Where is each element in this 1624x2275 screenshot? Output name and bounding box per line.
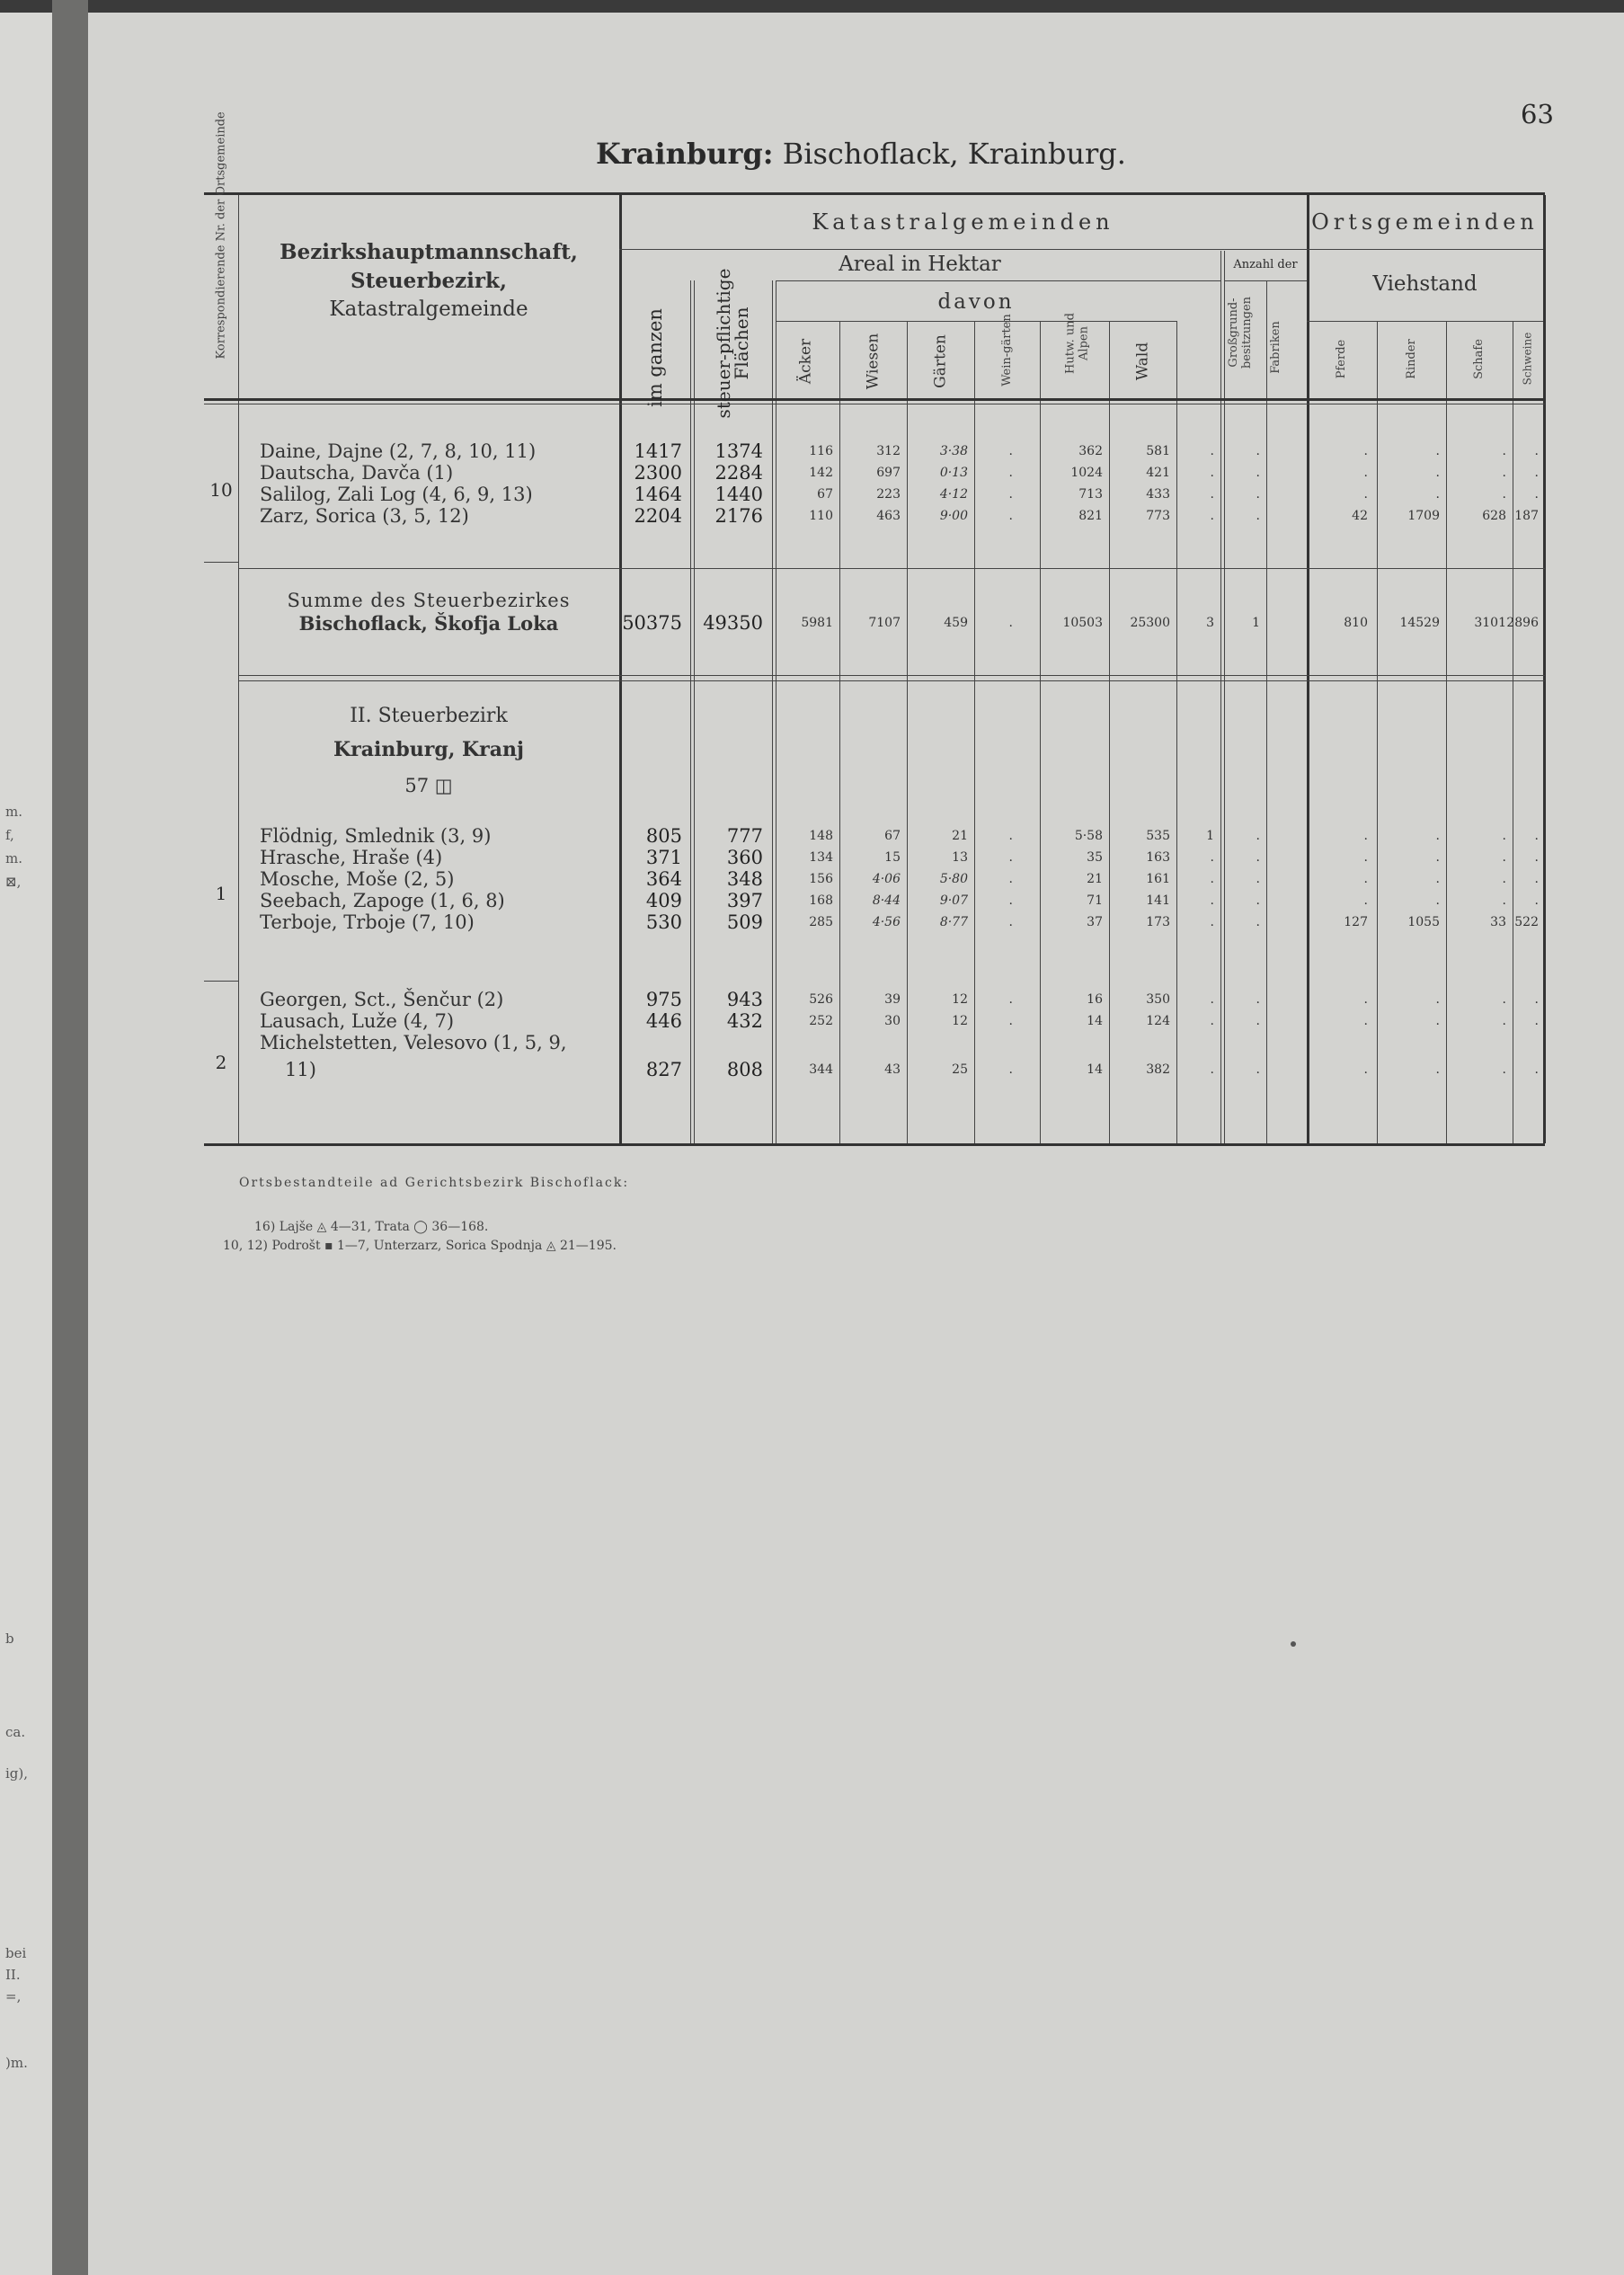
cell-sw: 522 xyxy=(1514,915,1539,929)
section2-line1: II. Steuerbezirk xyxy=(350,705,508,727)
row-name: Seebach, Zapoge (1, 6, 8) xyxy=(260,890,505,911)
summe-line1: Summe des Steuerbezirkes xyxy=(287,590,571,611)
cell-ga: 0·13 xyxy=(939,466,968,480)
cell-r: . xyxy=(1435,893,1440,908)
scan-top-edge xyxy=(0,0,1624,13)
cell-wa: 141 xyxy=(1146,893,1170,908)
cell-sw: . xyxy=(1534,872,1539,886)
cell-h: 71 xyxy=(1087,893,1103,908)
summe-cell-ga: 459 xyxy=(944,616,968,630)
cell-sc: . xyxy=(1502,487,1506,502)
group-nr: 1 xyxy=(215,883,227,904)
cell-wg: . xyxy=(1008,509,1013,523)
cell-h: 37 xyxy=(1087,915,1103,929)
cell-f: . xyxy=(1256,466,1260,480)
cell-ga: 4·12 xyxy=(939,487,968,502)
row-name: Lausach, Luže (4, 7) xyxy=(260,1010,455,1032)
cell-wg: . xyxy=(1008,466,1013,480)
cell-h: 1024 xyxy=(1070,466,1103,480)
rinder-header: Rinder xyxy=(1405,339,1418,379)
cell-r: . xyxy=(1435,466,1440,480)
cell-p: . xyxy=(1363,872,1368,886)
cell-g: 446 xyxy=(645,1010,682,1032)
cell-wg: . xyxy=(1008,487,1013,502)
cell-w: 463 xyxy=(876,509,901,523)
title-rest: Bischoflack, Krainburg. xyxy=(773,137,1126,171)
cell-w: 4·56 xyxy=(872,915,901,929)
cell-f: . xyxy=(1256,893,1260,908)
cell-sc: . xyxy=(1502,1062,1506,1077)
summe-cell-f: 1 xyxy=(1252,616,1260,630)
cell-w: 4·06 xyxy=(872,872,901,886)
margin-fragment: ig), xyxy=(5,1765,29,1782)
cell-wg: . xyxy=(1008,829,1013,843)
grossgrund-header: Großgrund-besitzungen xyxy=(1227,296,1254,369)
cell-w: 67 xyxy=(884,829,901,843)
summe-cell-sw: 2896 xyxy=(1506,616,1539,630)
cell-r: . xyxy=(1435,850,1440,865)
document-page xyxy=(88,13,1624,2275)
cell-r: 1709 xyxy=(1407,509,1440,523)
cell-h: 821 xyxy=(1078,509,1103,523)
cell-f: . xyxy=(1256,872,1260,886)
cell-w: 223 xyxy=(876,487,901,502)
cell-ga: 13 xyxy=(952,850,968,865)
cell-wg: . xyxy=(1008,1014,1013,1028)
cell-s: 808 xyxy=(726,1059,763,1080)
weingaerten-header: Wein-gärten xyxy=(1000,314,1014,387)
cell-sw: . xyxy=(1534,487,1539,502)
cell-h: 35 xyxy=(1087,850,1103,865)
cell-sc: . xyxy=(1502,466,1506,480)
cell-p: . xyxy=(1363,992,1368,1007)
cell-h: 14 xyxy=(1087,1062,1103,1077)
cell-g: 2300 xyxy=(634,462,682,484)
margin-fragment: =, xyxy=(5,1988,22,2004)
margin-fragment: bei xyxy=(5,1945,27,1961)
cell-s: 1374 xyxy=(714,440,763,462)
section2-line2: Krainburg, Kranj xyxy=(333,738,524,761)
margin-fragment: m. xyxy=(5,804,22,820)
cell-f: . xyxy=(1256,444,1260,458)
cell-wa: 382 xyxy=(1146,1062,1170,1077)
cell-r: 1055 xyxy=(1407,915,1440,929)
cell-p: . xyxy=(1363,893,1368,908)
cell-g: 409 xyxy=(645,890,682,911)
cell-wa: 433 xyxy=(1146,487,1170,502)
im-ganzen-header: im ganzen xyxy=(644,308,666,407)
gaerten-header: Gärten xyxy=(931,334,950,388)
cell-h: 5·58 xyxy=(1074,829,1103,843)
cell-s: 2176 xyxy=(714,505,763,527)
ortsgemeinden-header: Ortsgemeinden xyxy=(1311,209,1539,235)
cell-h: 362 xyxy=(1078,444,1103,458)
cell-sw: . xyxy=(1534,992,1539,1007)
cell-f: . xyxy=(1256,992,1260,1007)
cell-f: . xyxy=(1256,915,1260,929)
cell-wg: . xyxy=(1008,915,1013,929)
cell-h: 21 xyxy=(1087,872,1103,886)
margin-fragment: m. xyxy=(5,850,22,866)
cell-sw: . xyxy=(1534,1062,1539,1077)
cell-sc: . xyxy=(1502,1014,1506,1028)
cell-gr: . xyxy=(1210,466,1214,480)
cell-wa: 163 xyxy=(1146,850,1170,865)
steuer-header: steuer-pflichtige Flächen xyxy=(713,268,752,419)
row-name: Flödnig, Smlednik (3, 9) xyxy=(260,825,492,847)
katastralgemeinden-header: Katastralgemeinden xyxy=(812,209,1114,235)
summe-cell-sc: 3101 xyxy=(1474,616,1506,630)
cell-w: 39 xyxy=(884,992,901,1007)
cell-p: . xyxy=(1363,487,1368,502)
group-nr: 10 xyxy=(209,479,233,501)
cell-s: 360 xyxy=(726,847,763,868)
cell-sc: . xyxy=(1502,893,1506,908)
summe-cell-h: 10503 xyxy=(1062,616,1103,630)
cell-r: . xyxy=(1435,1062,1440,1077)
cell-p: . xyxy=(1363,1014,1368,1028)
row-name: Mosche, Moše (2, 5) xyxy=(260,868,455,890)
row-name: Hrasche, Hraše (4) xyxy=(260,847,443,868)
cell-gr: . xyxy=(1210,444,1214,458)
cell-g: 364 xyxy=(645,868,682,890)
cell-ga: 9·00 xyxy=(939,509,968,523)
cell-a: 168 xyxy=(809,893,833,908)
cell-g: 827 xyxy=(645,1059,682,1080)
davon-header: davon xyxy=(937,290,1015,314)
cell-r: . xyxy=(1435,829,1440,843)
page-number: 63 xyxy=(1521,99,1554,129)
section2-line3: 57 ◫ xyxy=(404,775,453,796)
cell-ga: 12 xyxy=(952,992,968,1007)
cell-a: 252 xyxy=(809,1014,833,1028)
cell-g: 1417 xyxy=(634,440,682,462)
cell-r: . xyxy=(1435,992,1440,1007)
anzahl-header: Anzahl der xyxy=(1233,258,1298,271)
schafe-header: Schafe xyxy=(1472,339,1486,379)
cell-ga: 9·07 xyxy=(939,893,968,908)
cell-g: 371 xyxy=(645,847,682,868)
cell-f: . xyxy=(1256,850,1260,865)
cell-a: 526 xyxy=(809,992,833,1007)
cell-p: . xyxy=(1363,850,1368,865)
schweine-header: Schweine xyxy=(1521,332,1534,386)
cell-wa: 421 xyxy=(1146,466,1170,480)
cell-g: 530 xyxy=(645,911,682,933)
cell-wa: 350 xyxy=(1146,992,1170,1007)
footnote-heading: Ortsbestandteile ad Gerichtsbezirk Bischoflack: xyxy=(239,1176,630,1190)
wald-header: Wald xyxy=(1133,342,1152,381)
cell-gr: . xyxy=(1210,872,1214,886)
footnote-line: 16) Lajše ◬ 4—31, Trata ◯ 36—168. xyxy=(254,1220,489,1234)
cell-sw: . xyxy=(1534,893,1539,908)
cell-r: . xyxy=(1435,487,1440,502)
summe-cell-wa: 25300 xyxy=(1130,616,1170,630)
margin-fragment: II. xyxy=(5,1967,21,1983)
cell-s: 777 xyxy=(726,825,763,847)
cell-sc: . xyxy=(1502,444,1506,458)
cell-h: 16 xyxy=(1087,992,1103,1007)
cell-h: 14 xyxy=(1087,1014,1103,1028)
cell-sc: . xyxy=(1502,829,1506,843)
cell-wa: 173 xyxy=(1146,915,1170,929)
cell-p: 42 xyxy=(1352,509,1368,523)
cell-gr: . xyxy=(1210,850,1214,865)
summe-line2: Bischoflack, Škofja Loka xyxy=(298,612,559,635)
wiesen-header: Wiesen xyxy=(864,333,883,390)
cell-a: 134 xyxy=(809,850,833,865)
cell-f: . xyxy=(1256,1014,1260,1028)
margin-fragment: )m. xyxy=(5,2055,28,2071)
cell-f: . xyxy=(1256,1062,1260,1077)
row-name: Daine, Dajne (2, 7, 8, 10, 11) xyxy=(260,440,537,462)
fabriken-header: Fabriken xyxy=(1269,321,1282,374)
cell-s: 1440 xyxy=(714,484,763,505)
areal-header: Areal in Hektar xyxy=(839,253,1001,276)
cell-gr: . xyxy=(1210,893,1214,908)
cell-h: 713 xyxy=(1078,487,1103,502)
cell-r: . xyxy=(1435,1014,1440,1028)
cell-s: 397 xyxy=(726,890,763,911)
cell-s: 432 xyxy=(726,1010,763,1032)
row-name: Salilog, Zali Log (4, 6, 9, 13) xyxy=(260,484,533,505)
cell-sc: . xyxy=(1502,992,1506,1007)
cell-w: 312 xyxy=(876,444,901,458)
cell-s: 943 xyxy=(726,989,763,1010)
cell-w: 43 xyxy=(884,1062,901,1077)
cell-wg: . xyxy=(1008,992,1013,1007)
cell-ga: 21 xyxy=(952,829,968,843)
cell-r: . xyxy=(1435,872,1440,886)
cell-a: 116 xyxy=(809,444,833,458)
cell-ga: 8·77 xyxy=(939,915,968,929)
cell-sc: 628 xyxy=(1482,509,1506,523)
cell-w: 15 xyxy=(884,850,901,865)
cell-s: 348 xyxy=(726,868,763,890)
cell-ga: 25 xyxy=(952,1062,968,1077)
aecker-header: Äcker xyxy=(796,338,815,385)
cell-p: . xyxy=(1363,444,1368,458)
cell-gr: . xyxy=(1210,992,1214,1007)
row-name: Terboje, Trboje (7, 10) xyxy=(260,911,475,933)
row-name: Georgen, Sct., Šenčur (2) xyxy=(260,989,504,1010)
summe-cell-w: 7107 xyxy=(868,616,901,630)
summe-cell-wg: . xyxy=(1008,616,1013,630)
footnote-line: 10, 12) Podrošt ▪ 1—7, Unterzarz, Sorica Spodnja ◬ 21—195. xyxy=(223,1239,617,1253)
cell-g: 2204 xyxy=(634,505,682,527)
cell-wa: 161 xyxy=(1146,872,1170,886)
district-header-3: Katastralgemeinde xyxy=(329,298,528,321)
cell-p: . xyxy=(1363,1062,1368,1077)
cell-ga: 5·80 xyxy=(939,872,968,886)
cell-sw: . xyxy=(1534,850,1539,865)
cell-sw: . xyxy=(1534,466,1539,480)
viehstand-header: Viehstand xyxy=(1372,272,1478,296)
cell-g: 1464 xyxy=(634,484,682,505)
summe-cell-s: 49350 xyxy=(703,612,763,634)
summe-cell-p: 810 xyxy=(1344,616,1368,630)
page-title xyxy=(142,137,1580,171)
hutw-header: Hutw. und Alpen xyxy=(1063,313,1091,374)
cell-wa: 535 xyxy=(1146,829,1170,843)
district-header-1: Bezirkshauptmannschaft, xyxy=(280,240,578,264)
margin-fragment: f, xyxy=(5,827,14,843)
summe-cell-g: 50375 xyxy=(622,612,682,634)
cell-f: . xyxy=(1256,509,1260,523)
summe-cell-gr: 3 xyxy=(1206,616,1214,630)
cell-s: 509 xyxy=(726,911,763,933)
cell-sc: 33 xyxy=(1490,915,1506,929)
row-name: Michelstetten, Velesovo (1, 5, 9, xyxy=(260,1032,567,1053)
cell-g: 805 xyxy=(645,825,682,847)
cell-w: 697 xyxy=(876,466,901,480)
cell-gr: . xyxy=(1210,509,1214,523)
cell-p: . xyxy=(1363,466,1368,480)
cell-gr: . xyxy=(1210,1062,1214,1077)
cell-ga: 3·38 xyxy=(939,444,968,458)
cell-f: . xyxy=(1256,829,1260,843)
cell-f: . xyxy=(1256,487,1260,502)
cell-s: 2284 xyxy=(714,462,763,484)
ink-spot xyxy=(1291,1641,1296,1647)
cell-wg: . xyxy=(1008,1062,1013,1077)
nr-column-header: Korrespondierende Nr. der Ortsgemeinde xyxy=(214,111,228,360)
cell-sc: . xyxy=(1502,850,1506,865)
cell-w: 30 xyxy=(884,1014,901,1028)
cell-gr: . xyxy=(1210,1014,1214,1028)
cell-ga: 12 xyxy=(952,1014,968,1028)
title-bold: Krainburg: xyxy=(596,137,774,171)
cell-p: . xyxy=(1363,829,1368,843)
previous-page-strip xyxy=(0,13,52,2275)
margin-fragment: b xyxy=(5,1631,14,1647)
summe-cell-a: 5981 xyxy=(801,616,833,630)
cell-sw: . xyxy=(1534,829,1539,843)
cell-a: 156 xyxy=(809,872,833,886)
summe-cell-r: 14529 xyxy=(1399,616,1440,630)
cell-p: 127 xyxy=(1344,915,1368,929)
book-binding xyxy=(52,0,88,2275)
cell-w: 8·44 xyxy=(872,893,901,908)
cell-wa: 773 xyxy=(1146,509,1170,523)
row-name: 11) xyxy=(285,1059,316,1080)
cell-sw: 187 xyxy=(1514,509,1539,523)
row-name: Dautscha, Davča (1) xyxy=(260,462,454,484)
cell-wg: . xyxy=(1008,872,1013,886)
cell-sw: . xyxy=(1534,1014,1539,1028)
pferde-header: Pferde xyxy=(1335,339,1348,379)
cell-wa: 124 xyxy=(1146,1014,1170,1028)
margin-fragment: ca. xyxy=(5,1724,26,1740)
cell-a: 67 xyxy=(817,487,833,502)
cell-gr: 1 xyxy=(1206,829,1214,843)
cell-g: 975 xyxy=(645,989,682,1010)
cell-wg: . xyxy=(1008,850,1013,865)
cell-a: 110 xyxy=(809,509,833,523)
cell-wa: 581 xyxy=(1146,444,1170,458)
group-nr: 2 xyxy=(215,1052,227,1073)
cell-gr: . xyxy=(1210,487,1214,502)
cell-r: . xyxy=(1435,444,1440,458)
margin-fragment: ⊠, xyxy=(5,874,22,890)
district-header-2: Steuerbezirk, xyxy=(351,269,507,293)
cell-sw: . xyxy=(1534,444,1539,458)
row-name: Zarz, Sorica (3, 5, 12) xyxy=(260,505,469,527)
cell-wg: . xyxy=(1008,893,1013,908)
cell-a: 285 xyxy=(809,915,833,929)
cell-a: 148 xyxy=(809,829,833,843)
cell-a: 344 xyxy=(809,1062,833,1077)
cell-sc: . xyxy=(1502,872,1506,886)
cell-gr: . xyxy=(1210,915,1214,929)
cell-wg: . xyxy=(1008,444,1013,458)
cell-a: 142 xyxy=(809,466,833,480)
